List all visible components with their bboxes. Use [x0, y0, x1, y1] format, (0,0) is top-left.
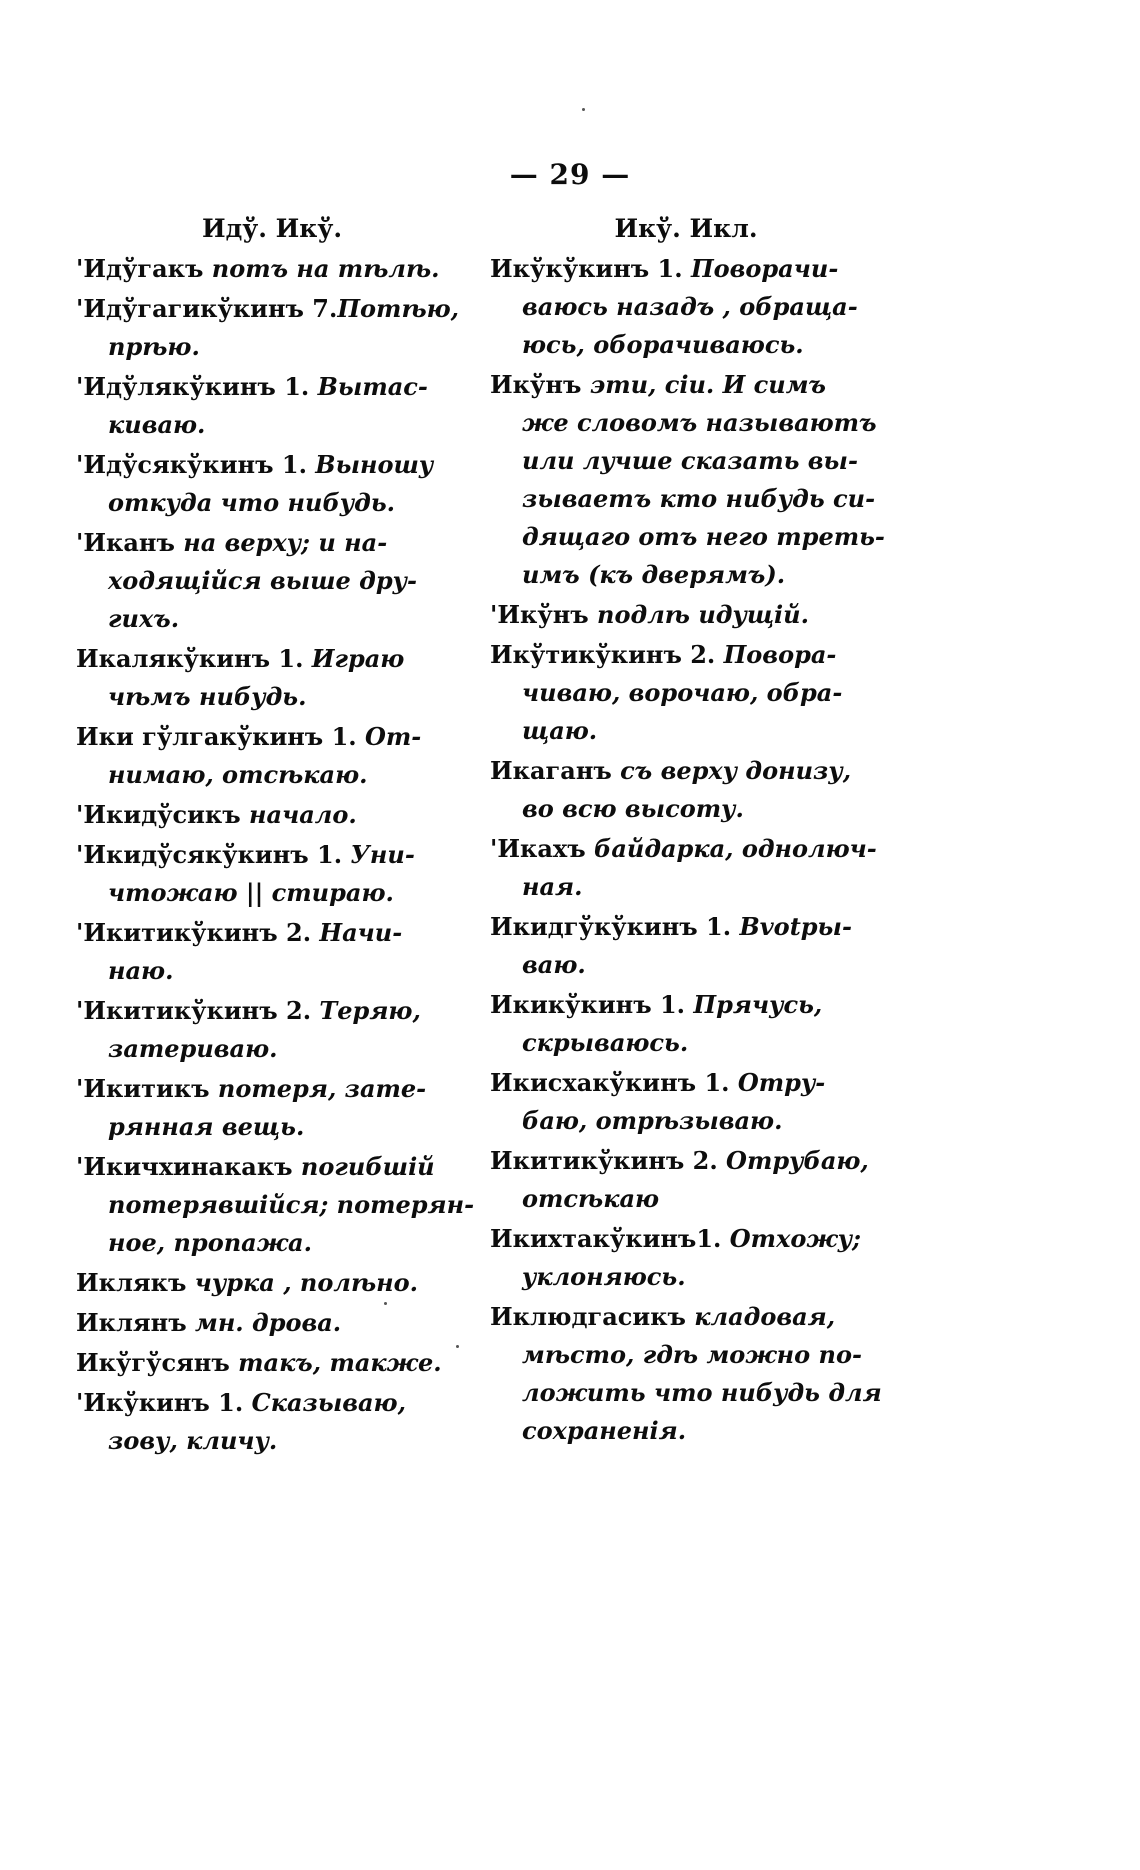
entry-continuation-line	[490, 556, 882, 594]
entry-definition: ложить что нибудь для	[522, 1378, 882, 1407]
entry-continuation-line	[76, 484, 468, 522]
dictionary-entry	[76, 290, 468, 366]
entry-first-line	[76, 250, 468, 288]
entry-definition: байдарка, однолюч-	[585, 834, 877, 863]
entry-headword: Икикўкинъ 1.	[490, 990, 686, 1019]
entry-definition: Отрубаю,	[717, 1146, 869, 1175]
entry-first-line	[490, 366, 882, 404]
entry-continuation-line	[76, 406, 468, 444]
entry-first-line	[76, 992, 468, 1030]
print-speck	[582, 108, 585, 111]
entry-headword: Иклюдгасикъ	[490, 1302, 686, 1331]
entry-definition: имъ (къ дверямъ).	[522, 560, 786, 589]
entry-continuation-line	[490, 1258, 882, 1296]
entry-continuation-line	[76, 874, 468, 912]
entry-first-line	[490, 596, 882, 634]
entry-definition: Уни-	[342, 840, 415, 869]
entry-headword: Икитикўкинъ 2.	[490, 1146, 718, 1175]
entry-definition: или лучше сказать вы-	[522, 446, 858, 475]
left-column-header: Идў. Икў.	[201, 214, 343, 243]
entry-first-line	[490, 1298, 882, 1336]
entry-first-line	[76, 1148, 468, 1186]
entry-continuation-line	[76, 328, 468, 366]
entry-continuation-line	[490, 442, 882, 480]
page-number: — 29 —	[509, 158, 631, 191]
entry-continuation-line	[490, 868, 882, 906]
entry-continuation-line	[490, 1412, 882, 1450]
entry-headword: 'Икитикўкинъ 2.	[76, 996, 312, 1025]
right-column-header: Икў. Икл.	[614, 214, 758, 243]
dictionary-entry	[490, 1220, 882, 1296]
dictionary-entry	[490, 596, 882, 634]
entry-first-line	[76, 640, 468, 678]
dictionary-entry	[76, 1344, 468, 1382]
dictionary-entry	[490, 366, 885, 594]
entry-continuation-line	[76, 678, 468, 716]
dictionary-entry	[490, 1142, 882, 1218]
dictionary-entry	[76, 992, 468, 1068]
entry-continuation-line	[490, 1102, 882, 1140]
entry-definition: Сказываю,	[243, 1388, 406, 1417]
entry-first-line	[76, 836, 468, 874]
entry-definition: рянная вещь.	[108, 1112, 305, 1141]
entry-first-line	[76, 1304, 468, 1342]
entry-definition: потъ на тѣлѣ.	[203, 254, 440, 283]
entry-first-line	[76, 796, 468, 834]
entry-headword: Икалякўкинъ 1.	[76, 644, 304, 673]
entry-definition: отсѣкаю	[522, 1184, 660, 1213]
entry-headword: 'Икитикўкинъ 2.	[76, 918, 312, 947]
entry-headword: Икўгўсянъ	[76, 1348, 230, 1377]
dictionary-entry	[490, 1298, 882, 1450]
left-entries	[76, 250, 475, 1460]
dictionary-entry	[76, 250, 468, 288]
entry-definition: чурка , полѣно.	[186, 1268, 418, 1297]
entry-continuation-line	[490, 326, 882, 364]
entry-first-line	[76, 718, 468, 756]
entry-headword: 'Икичхинакакъ	[76, 1152, 293, 1181]
entry-definition: гихъ.	[108, 604, 180, 633]
dictionary-entry	[76, 1148, 475, 1262]
dictionary-entry	[76, 446, 468, 522]
entry-definition: Играю	[303, 644, 405, 673]
entry-definition: же словомъ называютъ	[522, 408, 877, 437]
entry-definition: погибшій	[292, 1152, 435, 1181]
entry-definition: эти, сіи. И симъ	[581, 370, 826, 399]
entry-headword: 'Идўсякўкинъ 1.	[76, 450, 307, 479]
entry-headword: 'Икитикъ	[76, 1074, 210, 1103]
entry-continuation-line	[490, 1024, 882, 1062]
entry-first-line	[76, 1384, 468, 1422]
entry-definition: От-	[356, 722, 422, 751]
entry-definition: ная.	[522, 872, 583, 901]
entry-first-line	[490, 986, 882, 1024]
entry-first-line	[76, 368, 468, 406]
entry-definition: Выношу	[306, 450, 434, 479]
entry-definition: начало.	[240, 800, 357, 829]
entry-definition: Начи-	[311, 918, 403, 947]
entry-headword: Икисхакўкинъ 1.	[490, 1068, 730, 1097]
dictionary-entry	[490, 250, 882, 364]
entry-definition: потеря, зате-	[209, 1074, 427, 1103]
entry-first-line	[76, 1344, 468, 1382]
dictionary-entry	[76, 836, 468, 912]
entry-definition: такъ, также.	[229, 1348, 442, 1377]
entry-definition: Прячусь,	[685, 990, 823, 1019]
right-entries	[490, 250, 885, 1450]
entry-continuation-line	[490, 946, 882, 984]
entry-headword: Икўнъ	[490, 370, 582, 399]
entry-definition: ваюсь назадъ , обраща-	[522, 292, 858, 321]
dictionary-entry	[76, 368, 468, 444]
entry-definition: кладовая,	[685, 1302, 836, 1331]
entry-continuation-line	[76, 1422, 468, 1460]
entry-definition: потерявшійся; потерян-	[108, 1190, 475, 1219]
entry-definition: откуда что нибудь.	[108, 488, 396, 517]
dictionary-entry	[490, 636, 882, 750]
entry-headword: 'Икўнъ	[490, 600, 589, 629]
entry-headword: Икўтикўкинъ 2.	[490, 640, 716, 669]
entry-definition: зову, кличу.	[108, 1426, 278, 1455]
entry-definition: нимаю, отсѣкаю.	[108, 760, 368, 789]
entry-definition: Отру-	[729, 1068, 826, 1097]
entry-continuation-line	[76, 1108, 468, 1146]
entry-first-line	[76, 1264, 468, 1302]
dictionary-entry	[76, 1264, 468, 1302]
entry-continuation-line	[490, 480, 882, 518]
dictionary-entry	[490, 1064, 882, 1140]
entry-definition: ваю.	[522, 950, 586, 979]
entry-definition: съ верху донизу,	[611, 756, 852, 785]
right-column	[490, 210, 885, 1452]
entry-definition: ное, пропажа.	[108, 1228, 312, 1257]
dictionary-entry	[76, 718, 468, 794]
entry-first-line	[76, 914, 468, 952]
entry-continuation-line	[76, 1186, 475, 1224]
entry-first-line	[490, 830, 882, 868]
entry-continuation-line	[490, 674, 882, 712]
entry-definition: прѣю.	[108, 332, 200, 361]
entry-definition: наю.	[108, 956, 174, 985]
entry-definition: на верху; и на-	[174, 528, 388, 557]
entry-definition: подлѣ идущій.	[588, 600, 809, 629]
entry-definition: зываетъ кто нибудь си-	[522, 484, 876, 513]
print-speck	[384, 1302, 387, 1305]
entry-continuation-line	[490, 1336, 882, 1374]
entry-headword: 'Икидўсикъ	[76, 800, 241, 829]
entry-continuation-line	[76, 1030, 468, 1068]
entry-first-line	[76, 524, 468, 562]
entry-headword: 'Идўлякўкинъ 1.	[76, 372, 310, 401]
dictionary-entry	[76, 914, 468, 990]
dictionary-entry	[76, 1384, 468, 1460]
entry-definition: щаю.	[522, 716, 598, 745]
entry-headword: Иклякъ	[76, 1268, 187, 1297]
dictionary-entry	[76, 640, 468, 716]
entry-definition: Повора-	[715, 640, 837, 669]
entry-definition: Вытас-	[309, 372, 428, 401]
entry-headword: Икўкўкинъ 1.	[490, 254, 683, 283]
dictionary-entry	[76, 1304, 468, 1342]
entry-continuation-line	[76, 562, 468, 600]
dictionary-entry	[76, 1070, 468, 1146]
entry-definition: Отхожу;	[721, 1224, 861, 1253]
entry-definition: затериваю.	[108, 1034, 278, 1063]
entry-headword: Ики гўлгакўкинъ 1.	[76, 722, 357, 751]
entry-definition: сохраненія.	[522, 1416, 687, 1445]
entry-headword: 'Иканъ	[76, 528, 175, 557]
dictionary-entry	[76, 524, 468, 638]
entry-first-line	[490, 1220, 882, 1258]
entry-continuation-line	[490, 518, 885, 556]
entry-definition: мн. дрова.	[186, 1308, 342, 1337]
entry-definition: чѣмъ нибудь.	[108, 682, 307, 711]
entry-continuation-line	[490, 288, 882, 326]
entry-first-line	[490, 1142, 882, 1180]
dictionary-entry	[490, 908, 882, 984]
entry-continuation-line	[76, 952, 468, 990]
entry-definition: ходящійся выше дру-	[108, 566, 417, 595]
entry-continuation-line	[76, 600, 468, 638]
entry-definition: Теряю,	[311, 996, 421, 1025]
entry-headword: Икаганъ	[490, 756, 612, 785]
entry-definition: Вvotры-	[731, 912, 852, 941]
entry-definition: скрываюсь.	[522, 1028, 689, 1057]
entry-definition: чиваю, ворочаю, обра-	[522, 678, 843, 707]
dictionary-entry	[490, 986, 882, 1062]
entry-headword: 'Идўгакъ	[76, 254, 204, 283]
entry-first-line	[76, 290, 468, 328]
entry-headword: 'Икахъ	[490, 834, 586, 863]
entry-definition: уклоняюсь.	[522, 1262, 686, 1291]
entry-first-line	[490, 1064, 882, 1102]
entry-continuation-line	[490, 404, 882, 442]
entry-headword: 'Икўкинъ 1.	[76, 1388, 244, 1417]
print-speck	[456, 1345, 459, 1348]
entry-definition: дящаго отъ него треть-	[522, 522, 885, 551]
entry-definition: чтожаю || стираю.	[108, 878, 394, 907]
entry-first-line	[490, 636, 882, 674]
entry-definition: Потѣю,	[337, 294, 460, 323]
entry-continuation-line	[490, 1180, 882, 1218]
entry-continuation-line	[76, 756, 468, 794]
entry-definition: юсь, оборачиваюсь.	[522, 330, 804, 359]
entry-headword: 'Икидўсякўкинъ 1.	[76, 840, 343, 869]
entry-definition: киваю.	[108, 410, 206, 439]
entry-first-line	[490, 250, 882, 288]
entry-continuation-line	[490, 790, 882, 828]
entry-definition: во всю высоту.	[522, 794, 744, 823]
entry-continuation-line	[490, 1374, 882, 1412]
dictionary-entry	[490, 752, 882, 828]
entry-first-line	[490, 908, 882, 946]
entry-headword: Икидгўкўкинъ 1.	[490, 912, 732, 941]
entry-first-line	[76, 446, 468, 484]
entry-definition: баю, отрѣзываю.	[522, 1106, 783, 1135]
entry-continuation-line	[76, 1224, 468, 1262]
entry-headword: 'Идўгагикўкинъ 7.	[76, 294, 338, 323]
dictionary-entry	[76, 796, 468, 834]
entry-headword: Иклянъ	[76, 1308, 187, 1337]
entry-definition: мѣсто, гдѣ можно по-	[522, 1340, 862, 1369]
dictionary-entry	[490, 830, 882, 906]
entry-continuation-line	[490, 712, 882, 750]
entry-definition: Поворачи-	[682, 254, 839, 283]
entry-first-line	[490, 752, 882, 790]
entry-headword: Икихтакўкинъ1.	[490, 1224, 722, 1253]
entry-first-line	[76, 1070, 468, 1108]
left-column	[76, 210, 475, 1462]
